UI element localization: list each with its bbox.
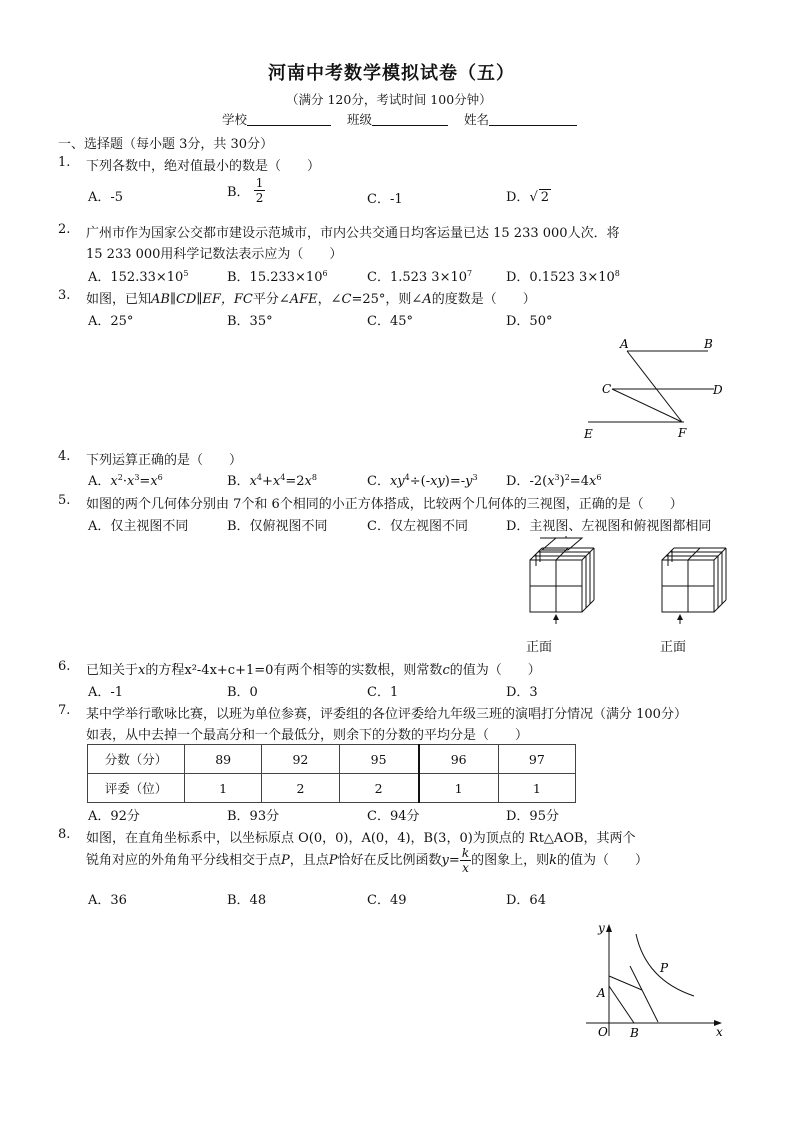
option-c[interactable]: C．49 <box>367 893 407 908</box>
option-c[interactable]: C．-1 <box>367 192 403 207</box>
question-stem: 如图，在直角坐标系中，以坐标原点 O(0，0)，A(0，4)，B(3，0)为顶点的 Rt△AOB，其两个 <box>86 831 636 846</box>
fraction: $\frac{1}{2}$ <box>255 176 264 205</box>
option-b[interactable]: B．93分 <box>227 809 280 824</box>
label-y: y <box>598 921 605 935</box>
label-O: O <box>598 1025 608 1039</box>
table-cell: 评委（位） <box>88 774 185 803</box>
option-d[interactable]: D．√ 2 <box>506 190 550 205</box>
line-af <box>627 351 682 422</box>
exam-subtitle: （满分 120分，考试时间 100分钟） <box>286 92 492 107</box>
label-F: F <box>678 426 687 440</box>
table-cell: 1 <box>185 774 262 803</box>
table-cell: 95 <box>339 745 419 774</box>
option-d[interactable]: D．50° <box>506 314 553 329</box>
parallel-lines-figure <box>578 334 738 444</box>
table-row <box>88 745 576 774</box>
label-C: C <box>602 382 612 396</box>
question-stem: 如图的两个几何体分别由 7个和 6个相同的小正方体搭成，比较两个几何体的三视图，正确的是（ ） <box>86 497 683 512</box>
option-a[interactable]: A．仅主视图不同 <box>88 519 189 534</box>
option-b[interactable]: B． $\frac{1}{2}$ <box>227 176 264 205</box>
question-number: 2. <box>58 222 71 237</box>
label-B: B <box>630 1026 639 1040</box>
option-a[interactable]: A．92分 <box>88 809 140 824</box>
label-D: D <box>713 383 723 397</box>
table-cell: 97 <box>498 745 575 774</box>
label-E: E <box>584 427 593 441</box>
table-cell: 分数（分） <box>88 745 185 774</box>
label-A: A <box>620 337 629 351</box>
option-d[interactable]: D．$-2(x^3)^2=4x^6$ <box>506 473 602 489</box>
option-d[interactable]: D．95分 <box>506 809 559 824</box>
bisector-a <box>609 976 642 990</box>
question-stem: 某中学举行歌咏比赛，以班为单位参赛，评委组的各位评委给九年级三班的演唱打分情况（满分 100分） <box>86 707 687 722</box>
question-stem: 下列运算正确的是（ ） <box>86 453 243 468</box>
option-a[interactable]: A．25° <box>88 314 134 329</box>
page-title: 河南中考数学模拟试卷（五） <box>268 63 515 84</box>
table-cell: 1 <box>498 774 575 803</box>
label-P: P <box>660 961 669 975</box>
question-number: 5. <box>58 493 71 508</box>
coordinate-figure <box>580 918 730 1043</box>
table-cell: 2 <box>339 774 419 803</box>
question-number: 8. <box>58 827 71 842</box>
option-c[interactable]: C．1.523 $3\times 10^7$ <box>367 269 473 285</box>
option-d[interactable]: D．3 <box>506 685 538 700</box>
section-heading: 一、选择题（每小题 3分，共 30分） <box>58 137 274 152</box>
question-number: 6. <box>58 659 71 674</box>
option-b[interactable]: B．$x^4+x^4=2x^8$ <box>227 473 317 489</box>
option-c[interactable]: C．仅左视图不同 <box>367 519 468 534</box>
question-number: 3. <box>58 288 71 303</box>
fraction: $\frac{k}{x}$ <box>461 846 470 875</box>
option-d[interactable]: D．主视图、左视图和俯视图都相同 <box>506 519 712 534</box>
class-blank[interactable] <box>372 111 448 126</box>
option-a[interactable]: A．-1 <box>88 685 124 700</box>
name-label: 姓名 <box>463 112 489 127</box>
option-b[interactable]: B．$15.233\times 10^6$ <box>227 269 328 285</box>
sqrt-symbol: √ 2 <box>529 190 550 205</box>
question-number: 7. <box>58 703 71 718</box>
table-cell: 96 <box>419 745 499 774</box>
table-cell: 2 <box>262 774 339 803</box>
table-cell: 89 <box>185 745 262 774</box>
option-b[interactable]: B．35° <box>227 314 273 329</box>
question-stem: 广州市作为国家公交都市建设示范城市，市内公共交通日均客运量已达 15 233 000人次．将 <box>86 226 620 241</box>
student-info-line <box>222 110 577 128</box>
question-stem: 已知关于x的方程x²-4x+c+1=0有两个相等的实数根，则常数c的值为（ ） <box>86 663 541 678</box>
option-a[interactable]: A．$152.33\times 10^5$ <box>88 269 189 285</box>
name-blank[interactable] <box>489 111 577 126</box>
bisector-b <box>630 966 658 1022</box>
option-a[interactable]: A．36 <box>88 893 127 908</box>
option-c[interactable]: C．1 <box>367 685 399 700</box>
question-stem-cont: 15 233 000用科学记数法表示应为（ ） <box>86 247 343 262</box>
option-c[interactable]: C．45° <box>367 314 413 329</box>
front-view-label-1: 正面 <box>526 640 553 655</box>
label-A: A <box>597 986 606 1000</box>
school-label: 学校 <box>222 112 248 127</box>
table-cell: 1 <box>419 774 499 803</box>
question-stem-cont: 如表，从中去掉一个最高分和一个最低分，则余下的分数的平均分是（ ） <box>86 728 529 743</box>
option-b[interactable]: B．48 <box>227 893 267 908</box>
option-d[interactable]: D．0.1523 $3\times 10^8$ <box>506 269 620 285</box>
option-a[interactable]: A．-5 <box>88 190 124 205</box>
cube-figure-2 <box>658 536 728 626</box>
question-stem-cont: 锐角对应的外角角平分线相交于点P，且点P恰好在反比例函数y= $\frac{k}{x}$ 的图象上，则k的值为（ ） <box>86 846 649 875</box>
option-c[interactable]: C．$xy^4\div(-xy)=-y^3$ <box>367 473 478 489</box>
label-B: B <box>704 337 713 351</box>
score-table <box>87 744 576 803</box>
class-label: 班级 <box>346 112 372 127</box>
line-cf <box>612 389 682 422</box>
option-b[interactable]: B．仅俯视图不同 <box>227 519 328 534</box>
label-x: x <box>716 1025 723 1039</box>
school-blank[interactable] <box>247 111 331 126</box>
front-view-label-2: 正面 <box>660 640 687 655</box>
option-b[interactable]: B．0 <box>227 685 258 700</box>
option-c[interactable]: C．94分 <box>367 809 420 824</box>
question-stem: 如图，已知AB∥CD∥EF，FC平分∠AFE，∠C=25°，则∠A的度数是（ ） <box>86 292 536 307</box>
question-stem: 下列各数中，绝对值最小的数是（ ） <box>86 159 321 174</box>
y-axis-arrow <box>606 924 612 932</box>
question-number: 1. <box>58 155 71 170</box>
table-cell: 92 <box>262 745 339 774</box>
option-a[interactable]: A．$x^2\cdot x^3=x^6$ <box>88 473 163 489</box>
option-d[interactable]: D．64 <box>506 893 546 908</box>
cube-figure-1 <box>526 536 596 626</box>
question-number: 4. <box>58 449 71 464</box>
table-row <box>88 774 576 803</box>
segment-ab <box>609 986 634 1023</box>
